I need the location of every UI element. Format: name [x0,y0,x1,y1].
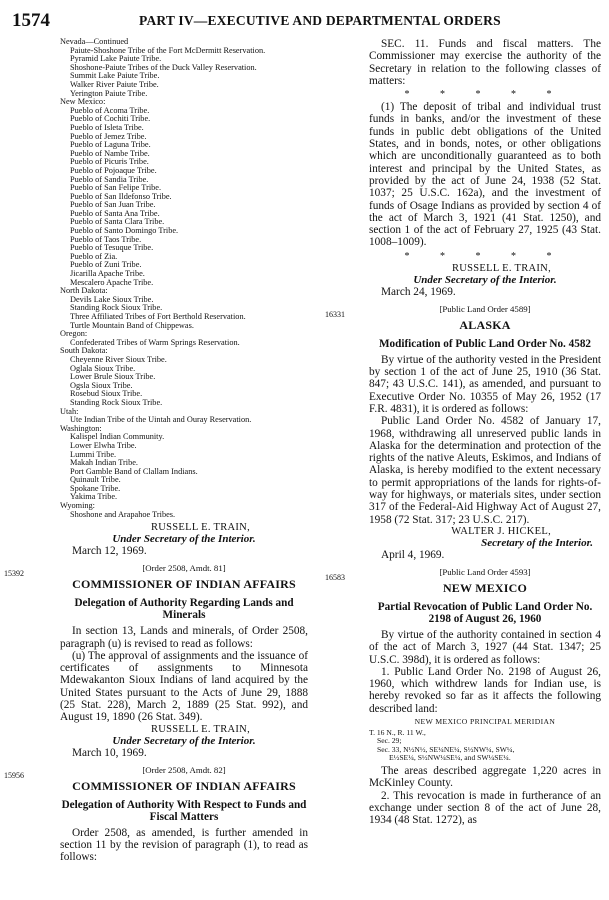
body-paragraph: By virtue of the authority vested in the President by section 1 of the act of June 25, 1910 (36 Stat. 847; 43 U.S.C. 141), as amended, and pursuant to Executive Order No. 10355 of May 26, 1952 (17 F.R. 4831), it is ordered as follows: [369,353,601,415]
state-group-label: Utah: [60,406,79,416]
order-reference: [Order 2508, Amdt. 81] [142,563,226,574]
state-group-label: Nevada—Continued [60,37,129,46]
tribe-list-item: Turtle Mountain Band of Chippewas. [70,320,194,330]
tribe-list-item: Oglala Sioux Tribe. [70,363,136,373]
state-group-label: North Dakota: [60,286,108,296]
tribe-list-item: Lower Elwha Tribe. [70,440,137,450]
land-line: E½SE¼, S½NW¼SE¼, and SW¼SE¼. [389,752,511,762]
tribe-list-item: Pueblo of Laguna Tribe. [70,140,151,150]
state-heading: ALASKA [459,317,511,332]
tribe-list-item: Pueblo of Cochiti Tribe. [70,114,151,124]
margin-doc-number: 15956 [4,770,24,780]
tribe-list [60,38,308,519]
order-reference: [Order 2508, Amdt. 82] [142,764,226,775]
body-paragraph: 1. Public Land Order No. 2198 of August 26, 1960, which withdrew lands for Indian use, is hereby revoked so far as it affects the following described land: [369,665,601,715]
tribe-list-item: Standing Rock Sioux Tribe. [70,397,163,407]
page-number: 1574 [12,10,50,31]
tribe-list-item: Pueblo of Pojoaque Tribe. [70,165,157,175]
tribe-list-item: Shoshone and Arapahoe Tribes. [70,509,176,519]
ellipsis-stars: * * * * * [404,250,566,262]
order-reference: [Public Land Order 4589] [439,303,531,314]
signature-title: Under Secretary of the Interior. [112,734,256,747]
agency-heading: COMMISSIONER OF INDIAN AFFAIRS [72,577,296,592]
tribe-list-item: Pueblo of Santa Ana Tribe. [70,208,160,218]
tribe-list-item: Shoshone-Paiute Tribes of the Duck Valley Reservation. [70,62,257,72]
state-group-label: Washington: [60,423,102,433]
agency-heading: COMMISSIONER OF INDIAN AFFAIRS [72,778,296,793]
margin-doc-number: 16583 [325,572,345,582]
tribe-list-item: Pueblo of Nambe Tribe. [70,148,150,158]
tribe-list-item: Makah Indian Tribe. [70,458,138,468]
state-group-label: Oregon: [60,329,88,339]
tribe-list-item: Walker River Paiute Tribe. [70,79,159,89]
signature-date: April 4, 1969. [381,548,445,561]
state-group-label: New Mexico: [60,97,106,107]
tribe-list-item: Rosebud Sioux Tribe. [70,389,143,399]
tribe-list-item: Lower Brule Sioux Tribe. [70,372,156,382]
tribe-list-item: Pueblo of Isleta Tribe. [70,122,144,132]
tribe-list-item: Confederated Tribes of Warm Springs Reservation. [70,337,240,347]
state-heading: NEW MEXICO [442,580,528,595]
body-paragraph: 2. This revocation is made in furtherance of an exchange under section 8 of the act of June 28, 1934 (48 Stat. 1272), as [369,789,601,827]
state-group-label: Wyoming: [60,501,95,511]
tribe-list-item: Pueblo of Picuris Tribe. [70,157,149,167]
ellipsis-stars: * * * * * [404,89,566,101]
tribe-list-item: Pueblo of San Ildefonso Tribe. [70,191,172,201]
tribe-list-item: Port Gamble Band of Clallam Indians. [70,466,198,476]
order-reference: [Public Land Order 4593] [439,566,531,577]
right-column [325,38,601,827]
body-paragraph: Order 2508, as amended, is further amended in section 11 by the revision of paragraph (1), to read as follows: [60,826,308,864]
tribe-list-item: Pueblo of Sandia Tribe. [70,174,149,184]
tribe-list-item: Paiute-Shoshone Tribe of the Fort McDermitt Reservation. [70,45,266,55]
land-line: Sec. 29; [377,736,402,746]
tribe-list-item: Yerington Paiute Tribe. [70,88,148,98]
tribe-list-item: Ogsla Sioux Tribe. [70,380,133,390]
meridian-heading: NEW MEXICO PRINCIPAL MERIDIAN [414,716,556,726]
tribe-list-item: Pueblo of San Juan Tribe. [70,200,156,210]
tribe-list-item: Yakima Tribe. [70,492,118,502]
signature-name: WALTER J. HICKEL, [451,525,551,537]
tribe-list-item: Pueblo of Jemez Tribe. [70,131,147,141]
signature-title: Secretary of the Interior. [481,536,593,549]
section-11-heading: SEC. 11. Funds and fiscal matters. The Commissioner may exercise the authority of the Secretary in relation to the following classes of matters: [369,38,601,87]
state-group-label: South Dakota: [60,346,108,356]
signature-title: Under Secretary of the Interior. [413,273,557,286]
body-paragraph: (u) The approval of assignments and the issuance of certificates of assignments to Minnesota Mdewakanton Sioux Indians of land acquired by the United States pursuant to the Acts of June 29, 1888 (25 Stat. 228), March 2, 1889 (25 Stat. 992), and August 19, 1890 (26 Stat. 349). [60,649,308,724]
signature-date: March 12, 1969. [72,545,147,558]
land-description [369,729,601,762]
signature-title: Under Secretary of the Interior. [112,533,256,546]
tribe-list-item: Pyramid Lake Paiute Tribe. [70,54,162,64]
tribe-list-item: Pueblo of Tesuque Tribe. [70,243,154,253]
tribe-list-item: Pueblo of Acoma Tribe. [70,105,150,115]
left-column [4,37,308,864]
signature-date: March 10, 1969. [72,746,147,759]
tribe-list-item: Pueblo of Santa Clara Tribe. [70,217,165,227]
tribe-list-item: Cheyenne River Sioux Tribe. [70,354,167,364]
document-subject: Delegation of Authority With Respect to Funds and Fiscal Matters [61,798,307,823]
tribe-list-item: Mescalero Apache Tribe. [70,277,154,287]
tribe-list-item: Ute Indian Tribe of the Uintah and Ouray Reservation. [70,415,252,425]
tribe-list-item: Spokane Tribe. [70,483,121,493]
tribe-list-item: Pueblo of Zuni Tribe. [70,260,142,270]
signature-name: RUSSELL E. TRAIN, [150,522,250,534]
body-paragraph: By virtue of the authority contained in section 4 of the act of March 3, 1927 (44 Stat. 1347; 25 U.S.C. 398d), it is ordered as follows: [369,628,601,666]
running-head: PART IV—EXECUTIVE AND DEPARTMENTAL ORDERS [139,13,501,28]
land-line: T. 16 N., R. 11 W., [369,727,426,737]
tribe-list-item: Three Affiliated Tribes of Fort Berthold Reservation. [70,312,246,321]
document-subject: Partial Revocation of Public Land Order No. 2198 of August 26, 1960 [377,600,593,625]
document-subject: Delegation of Authority Regarding Lands and Minerals [74,597,294,622]
signature-date: March 24, 1969. [381,285,456,298]
page-header [12,10,597,32]
tribe-list-item: Standing Rock Sioux Tribe. [70,303,163,313]
tribe-list-item: Pueblo of San Felipe Tribe. [70,183,162,193]
document-subject: Modification of Public Land Order No. 4582 [378,337,592,350]
tribe-list-item: Quinault Tribe. [70,475,121,485]
land-line: Sec. 33, N½N½, SE¼NE¼, S½NW¼, SW¼, [377,744,515,754]
margin-doc-number: 15392 [4,569,24,579]
body-paragraph: (1) The deposit of tribal and individual trust funds in banks, and/or the investment of these funds in public debt obligations of the United States, and in bonds, notes, or other obligations which are unconditionally guaranteed as to both interest and principal by the United States, as provided by the act of June 24, 1938 (52 Stat. 1037; 25 U.S.C. 162a), and the investment of funds of Osage Indians as provided by section 4 of the act of March 3, 1921 (41 Stat. 1250), and section 1 of the act of February 27, 1925 (43 Stat. 1008–1009). [369,101,601,249]
tribe-list-item: Devils Lake Sioux Tribe. [70,294,154,304]
body-paragraph: Public Land Order No. 4582 of January 17, 1968, withdrawing all unreserved public lands in Alaska for the determination and protection of the rights of the native Aleuts, Eskimos, and Indians of Alaska, is hereby modified to the extent necessary to permit appropriations of the lands for rights-of-way for highways, or materials sites, under section 317 of the Federal-Aid Highway Act of August 27, 1958 (72 Stat. 317; 23 U.S.C. 217). [369,415,601,526]
tribe-list-item: Pueblo of Taos Tribe. [70,234,142,244]
tribe-list-item: Summit Lake Paiute Tribe. [70,71,160,81]
margin-doc-number: 16331 [325,309,345,319]
tribe-list-item: Kalispel Indian Community. [70,432,165,442]
signature-name: RUSSELL E. TRAIN, [451,262,551,274]
tribe-list-item: Pueblo of Zia. [70,251,118,261]
tribe-list-item: Pueblo of Santo Domingo Tribe. [70,226,179,236]
body-paragraph: The areas described aggregate 1,220 acres in McKinley County. [369,765,601,790]
tribe-list-item: Jicarilla Apache Tribe. [70,269,145,279]
body-paragraph: In section 13, Lands and minerals, of Order 2508, paragraph (u) is revised to read as follows: [60,625,308,650]
signature-name: RUSSELL E. TRAIN, [150,723,250,735]
tribe-list-item: Lummi Tribe. [70,449,117,459]
